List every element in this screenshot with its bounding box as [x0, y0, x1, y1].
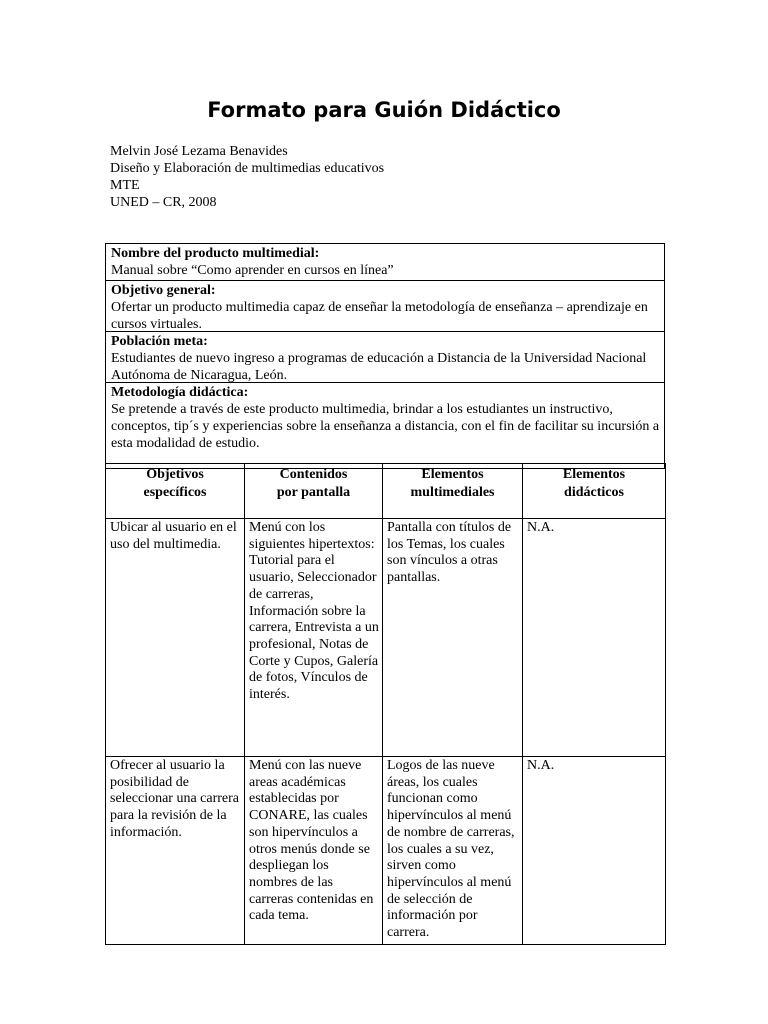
target-population-row [106, 332, 664, 383]
general-objective-label: Objetivo general: [111, 283, 216, 298]
table-header-row [106, 464, 666, 519]
methodology-value: Se pretende a través de este producto multimedia, brindar a los estudiantes un instructivo, conceptos, tip´s y experiencias sobre la enseñanza a distancia, con el fin de facilitar su incursión a esta modalidad de estudio. [111, 402, 660, 451]
institution-year: UNED – CR, 2008 [110, 195, 217, 210]
header-didactic-elements: Elementos didácticos [523, 464, 666, 519]
table-cell: Ubicar al usuario en el uso del multimedia. [106, 519, 245, 757]
table-cell: Menú con los siguientes hipertextos: Tutorial para el usuario, Seleccionador de carreras, Información sobre la carrera, Entrevista a un profesional, Notas de Corte y Cupos, Galería de fotos, Vínculos de interés. [245, 519, 383, 757]
didactic-script-table [105, 463, 666, 945]
target-population-label: Población meta: [111, 334, 208, 349]
program-name: MTE [110, 178, 140, 193]
product-name-row [106, 244, 664, 281]
table-row [106, 519, 666, 757]
table-cell: N.A. [523, 757, 666, 945]
author-name: Melvin José Lezama Benavides [110, 144, 288, 159]
header-screen-contents: Contenidos por pantalla [245, 464, 383, 519]
general-objective-row [106, 281, 664, 332]
table-cell: N.A. [523, 519, 666, 757]
methodology-label: Metodología didáctica: [111, 385, 249, 400]
target-population-value: Estudiantes de nuevo ingreso a programas de educación a Distancia de la Universidad Nacional Autónoma de Nicaragua, León. [111, 351, 647, 383]
general-objective-value: Ofertar un producto multimedia capaz de enseñar la metodología de enseñanza – aprendizaje en cursos virtuales. [111, 300, 648, 332]
header-specific-objectives: Objetivos específicos [106, 464, 245, 519]
table-cell: Pantalla con títulos de los Temas, los cuales son vínculos a otras pantallas. [383, 519, 523, 757]
product-info-box [105, 243, 665, 469]
document-title: Formato para Guión Didáctico [207, 98, 561, 122]
table-row [106, 757, 666, 945]
course-name: Diseño y Elaboración de multimedias educativos [110, 161, 385, 176]
table-cell: Ofrecer al usuario la posibilidad de seleccionar una carrera para la revisión de la información. [106, 757, 245, 945]
table-cell: Logos de las nueve áreas, los cuales funcionan como hipervínculos al menú de nombre de carreras, los cuales a su vez, sirven como hipervínculos al menú de selección de información por carrera. [383, 757, 523, 945]
methodology-row [106, 383, 664, 469]
table-cell: Menú con las nueve areas académicas establecidas por CONARE, las cuales son hipervínculos a otros menús donde se despliegan los nombres de las carreras contenidas en cada tema. [245, 757, 383, 945]
product-name-value: Manual sobre “Como aprender en cursos en línea” [111, 263, 394, 278]
header-multimedia-elements: Elementos multimediales [383, 464, 523, 519]
document-header [110, 143, 384, 211]
product-name-label: Nombre del producto multimedial: [111, 246, 320, 261]
